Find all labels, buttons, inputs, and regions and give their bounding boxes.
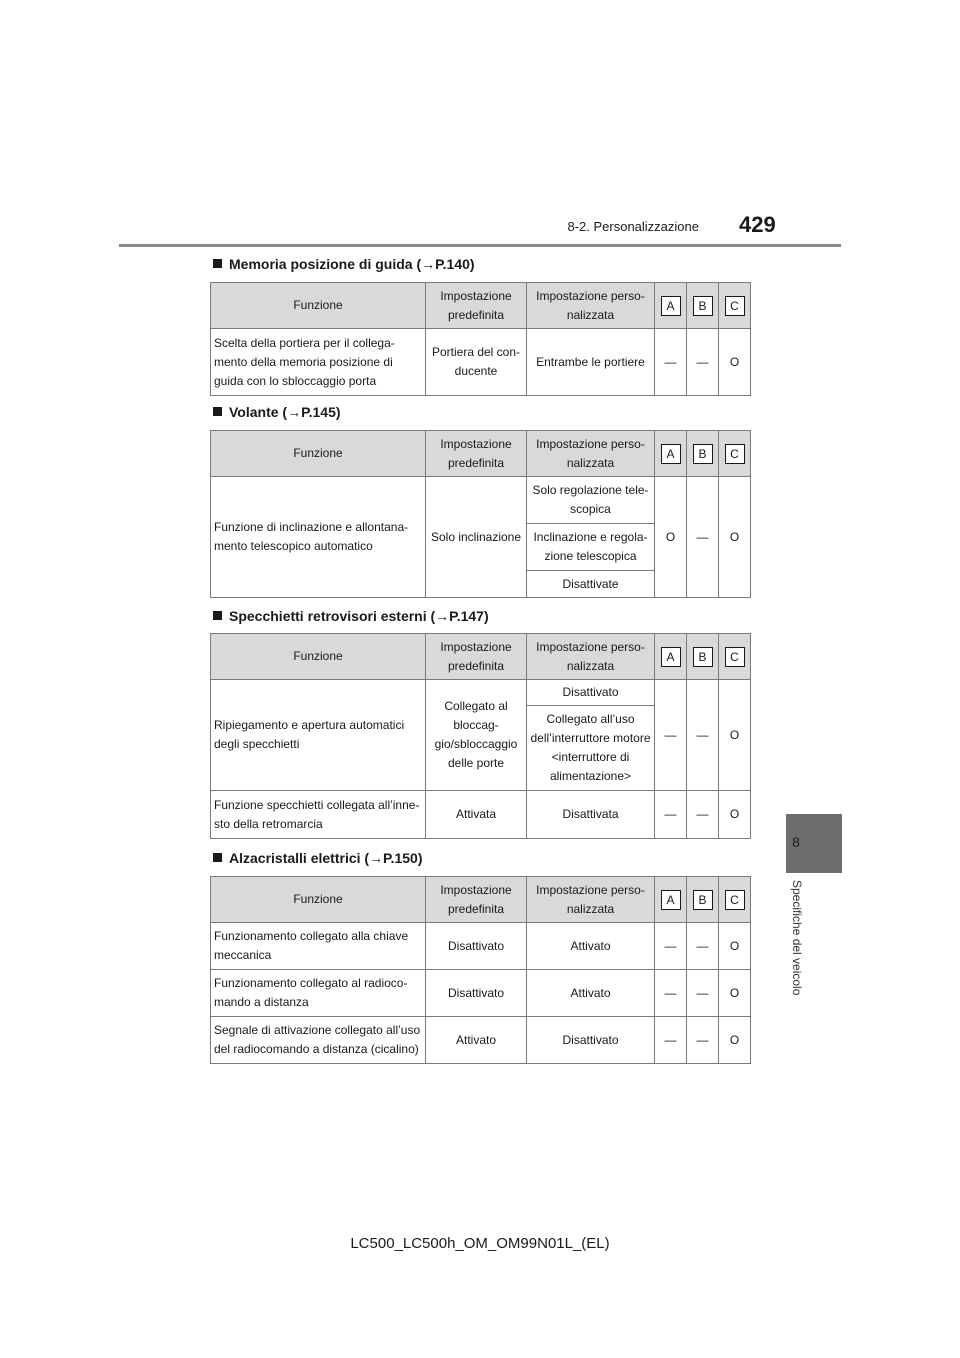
cell-a: — [655, 1017, 687, 1064]
badge-a: A [661, 296, 681, 316]
header-a [655, 431, 687, 477]
header-funzione: Funzione [211, 877, 426, 923]
table-row [211, 329, 751, 396]
cell-custom: Inclinazione e regola-zione telescopica [527, 524, 655, 571]
table-row [211, 680, 751, 706]
cell-default: Attivato [426, 1017, 527, 1064]
table-row [211, 1017, 751, 1064]
page-number: 429 [739, 212, 776, 237]
cell-c: O [719, 680, 751, 791]
cell-custom: Entrambe le portiere [527, 329, 655, 396]
section-title-text: Specchietti retrovisori esterni (→P.147) [229, 608, 489, 624]
settings-table [210, 282, 751, 396]
header-b [687, 431, 719, 477]
table-header-row [211, 877, 751, 923]
header-c [719, 431, 751, 477]
table-row [211, 970, 751, 1017]
cell-b: — [687, 923, 719, 970]
badge-c: C [725, 890, 745, 910]
cell-a: O [655, 477, 687, 598]
settings-table [210, 876, 751, 1064]
section-header-title: 8-2. Personalizzazione [567, 219, 699, 234]
table-header-row [211, 634, 751, 680]
cell-funzione: Funzione specchietti collegata all’inne-sto della retromarcia [211, 791, 426, 839]
cell-funzione: Ripiegamento e apertura automatici degli specchietti [211, 680, 426, 791]
cell-custom: Disattivato [527, 1017, 655, 1064]
square-bullet-icon [213, 611, 222, 620]
header-default: Impostazione predefinita [426, 877, 527, 923]
section-title [213, 850, 423, 866]
table-row [211, 791, 751, 839]
square-bullet-icon [213, 853, 222, 862]
cell-default: Disattivato [426, 970, 527, 1017]
settings-table [210, 430, 751, 598]
cell-funzione: Funzionamento collegato al radioco-mando a distanza [211, 970, 426, 1017]
chapter-tab-number: 8 [792, 834, 800, 850]
settings-table [210, 633, 751, 839]
cell-b: — [687, 329, 719, 396]
cell-c: O [719, 923, 751, 970]
badge-c: C [725, 647, 745, 667]
cell-b: — [687, 970, 719, 1017]
cell-funzione: Segnale di attivazione collegato all’uso del radiocomando a distanza (cicalino) [211, 1017, 426, 1064]
cell-custom: Attivato [527, 970, 655, 1017]
badge-b: B [693, 296, 713, 316]
section-title [213, 256, 475, 272]
cell-a: — [655, 970, 687, 1017]
cell-default: Solo inclinazione [426, 477, 527, 598]
cell-c: O [719, 329, 751, 396]
cell-b: — [687, 477, 719, 598]
section-title [213, 608, 489, 624]
square-bullet-icon [213, 407, 222, 416]
badge-a: A [661, 647, 681, 667]
cell-c: O [719, 477, 751, 598]
cell-custom: Disattivato [527, 680, 655, 706]
cell-custom: Solo regolazione tele-scopica [527, 477, 655, 524]
cell-custom: Attivato [527, 923, 655, 970]
cell-a: — [655, 680, 687, 791]
cell-funzione: Funzione di inclinazione e allontana-mento telescopico automatico [211, 477, 426, 598]
cell-c: O [719, 791, 751, 839]
table-header-row [211, 283, 751, 329]
badge-b: B [693, 647, 713, 667]
header-custom: Impostazione perso-nalizzata [527, 283, 655, 329]
cell-b: — [687, 680, 719, 791]
chapter-tab-label: Specifiche del veicolo [790, 880, 804, 996]
cell-a: — [655, 791, 687, 839]
cell-default: Collegato al bloccag-gio/sbloccaggio delle porte [426, 680, 527, 791]
header-default: Impostazione predefinita [426, 431, 527, 477]
header-b [687, 877, 719, 923]
header-default: Impostazione predefinita [426, 634, 527, 680]
header-a [655, 283, 687, 329]
model-code-footer: LC500_LC500h_OM_OM99N01L_(EL) [350, 1235, 610, 1252]
badge-c: C [725, 444, 745, 464]
header-c [719, 283, 751, 329]
cell-custom: Disattivate [527, 571, 655, 598]
cell-default: Disattivato [426, 923, 527, 970]
section-title-text: Memoria posizione di guida (→P.140) [229, 256, 475, 272]
badge-b: B [693, 890, 713, 910]
cell-b: — [687, 791, 719, 839]
cell-a: — [655, 329, 687, 396]
cell-default: Portiera del con-ducente [426, 329, 527, 396]
header-rule [119, 244, 841, 247]
header-default: Impostazione predefinita [426, 283, 527, 329]
header-funzione: Funzione [211, 431, 426, 477]
cell-funzione: Scelta della portiera per il collega-mento della memoria posizione di guida con lo sbloccaggio porta [211, 329, 426, 396]
header-a [655, 634, 687, 680]
header-custom: Impostazione perso-nalizzata [527, 877, 655, 923]
table-header-row [211, 431, 751, 477]
header-c [719, 877, 751, 923]
header-custom: Impostazione perso-nalizzata [527, 634, 655, 680]
header-c [719, 634, 751, 680]
cell-a: — [655, 923, 687, 970]
table-row [211, 923, 751, 970]
badge-a: A [661, 444, 681, 464]
cell-b: — [687, 1017, 719, 1064]
badge-a: A [661, 890, 681, 910]
section-title-text: Alzacristalli elettrici (→P.150) [229, 850, 423, 866]
cell-c: O [719, 970, 751, 1017]
section-title-text: Volante (→P.145) [229, 404, 341, 420]
cell-custom: Disattivata [527, 791, 655, 839]
header-a [655, 877, 687, 923]
header-b [687, 634, 719, 680]
header-b [687, 283, 719, 329]
cell-custom: Collegato all’uso dell’interruttore motore <interruttore di alimentazione> [527, 706, 655, 791]
header-custom: Impostazione perso-nalizzata [527, 431, 655, 477]
section-title [213, 404, 341, 420]
square-bullet-icon [213, 259, 222, 268]
cell-funzione: Funzionamento collegato alla chiave meccanica [211, 923, 426, 970]
header-funzione: Funzione [211, 283, 426, 329]
cell-default: Attivata [426, 791, 527, 839]
badge-c: C [725, 296, 745, 316]
table-row [211, 477, 751, 524]
badge-b: B [693, 444, 713, 464]
cell-c: O [719, 1017, 751, 1064]
header-funzione: Funzione [211, 634, 426, 680]
